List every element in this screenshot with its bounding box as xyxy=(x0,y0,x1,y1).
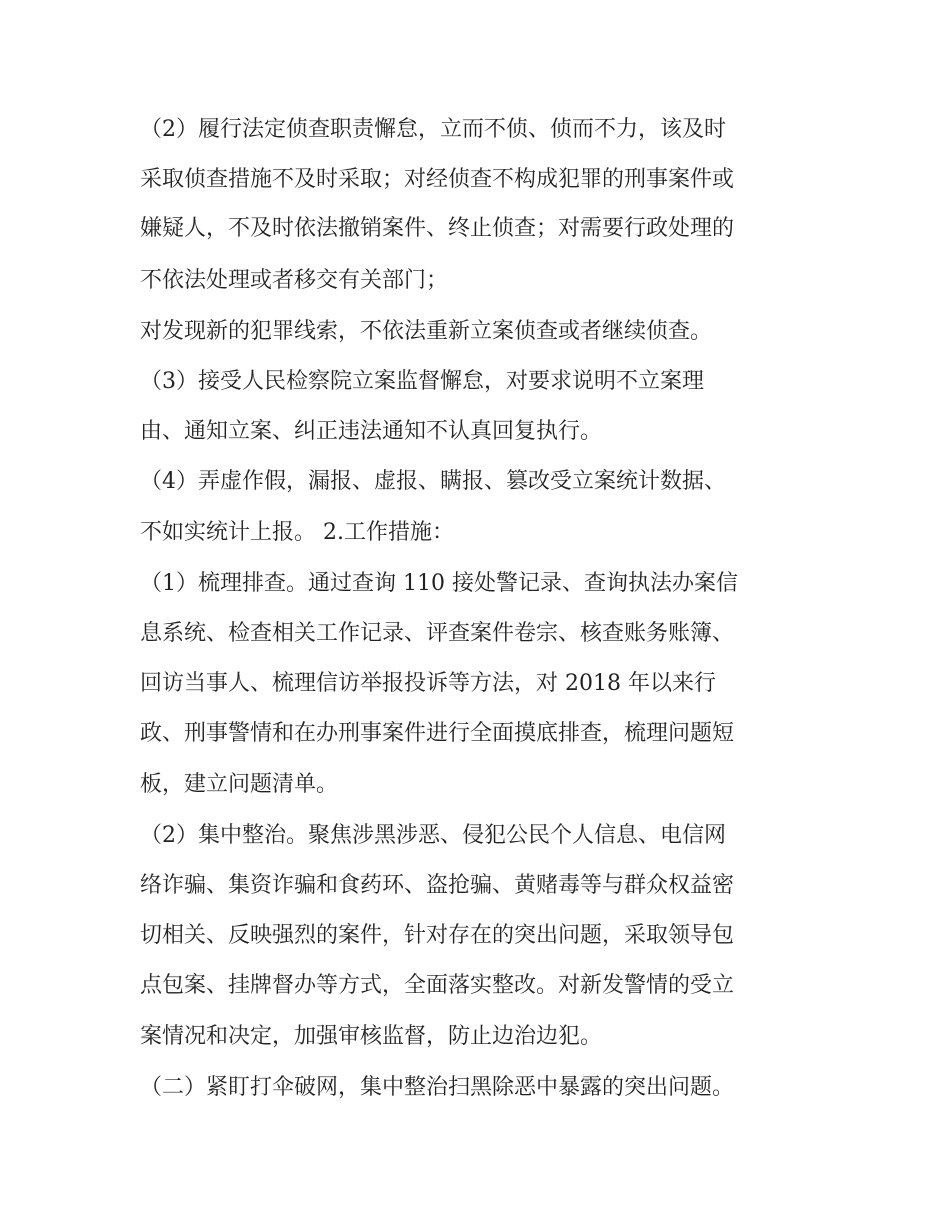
text-line: 回访当事人、梳理信访举报投诉等方法，对 2018 年以来行 xyxy=(140,671,716,696)
text-line: 采取侦查措施不及时采取；对经侦查不构成犯罪的刑事案件或 xyxy=(140,167,735,192)
text-line: 不如实统计上报。 2.工作措施： xyxy=(140,520,454,545)
text-line: 络诈骗、集资诈骗和食药环、盗抢骗、黄赌毒等与群众权益密 xyxy=(140,873,735,898)
text-line: （2）集中整治。聚焦涉黑涉恶、侵犯公民个人信息、电信网 xyxy=(140,823,726,848)
text-line: 息系统、检查相关工作记录、评查案件卷宗、核查账务账簿、 xyxy=(140,621,735,646)
text-line: 由、通知立案、纠正违法通知不认真回复执行。 xyxy=(140,419,603,444)
text-line: 不依法处理或者移交有关部门； xyxy=(140,268,449,293)
text-line: （4）弄虚作假，漏报、虚报、瞒报、篡改受立案统计数据、 xyxy=(140,469,726,494)
text-line: （3）接受人民检察院立案监督懈怠，对要求说明不立案理 xyxy=(140,369,704,394)
text-line: 嫌疑人，不及时依法撤销案件、终止侦查；对需要行政处理的 xyxy=(140,216,735,241)
text-line: （1）梳理排查。通过查询 110 接处警记录、查询执法办案信 xyxy=(140,571,738,596)
text-line: （二）紧盯打伞破网，集中整治扫黑除恶中暴露的突出问题。 xyxy=(140,1075,735,1100)
text-line: 对发现新的犯罪线索，不依法重新立案侦查或者继续侦查。 xyxy=(140,319,713,344)
text-line: 政、刑事警情和在办刑事案件进行全面摸底排查，梳理问题短 xyxy=(140,721,735,746)
text-line: 点包案、挂牌督办等方式，全面落实整改。对新发警情的受立 xyxy=(140,973,735,998)
text-line: 切相关、反映强烈的案件，针对存在的突出问题，采取领导包 xyxy=(140,923,735,948)
text-line: 案情况和决定，加强审核监督，防止边治边犯。 xyxy=(140,1024,603,1049)
text-line: （2）履行法定侦查职责懈怠，立而不侦、侦而不力，该及时 xyxy=(140,117,726,142)
text-line: 板，建立问题清单。 xyxy=(140,772,339,797)
